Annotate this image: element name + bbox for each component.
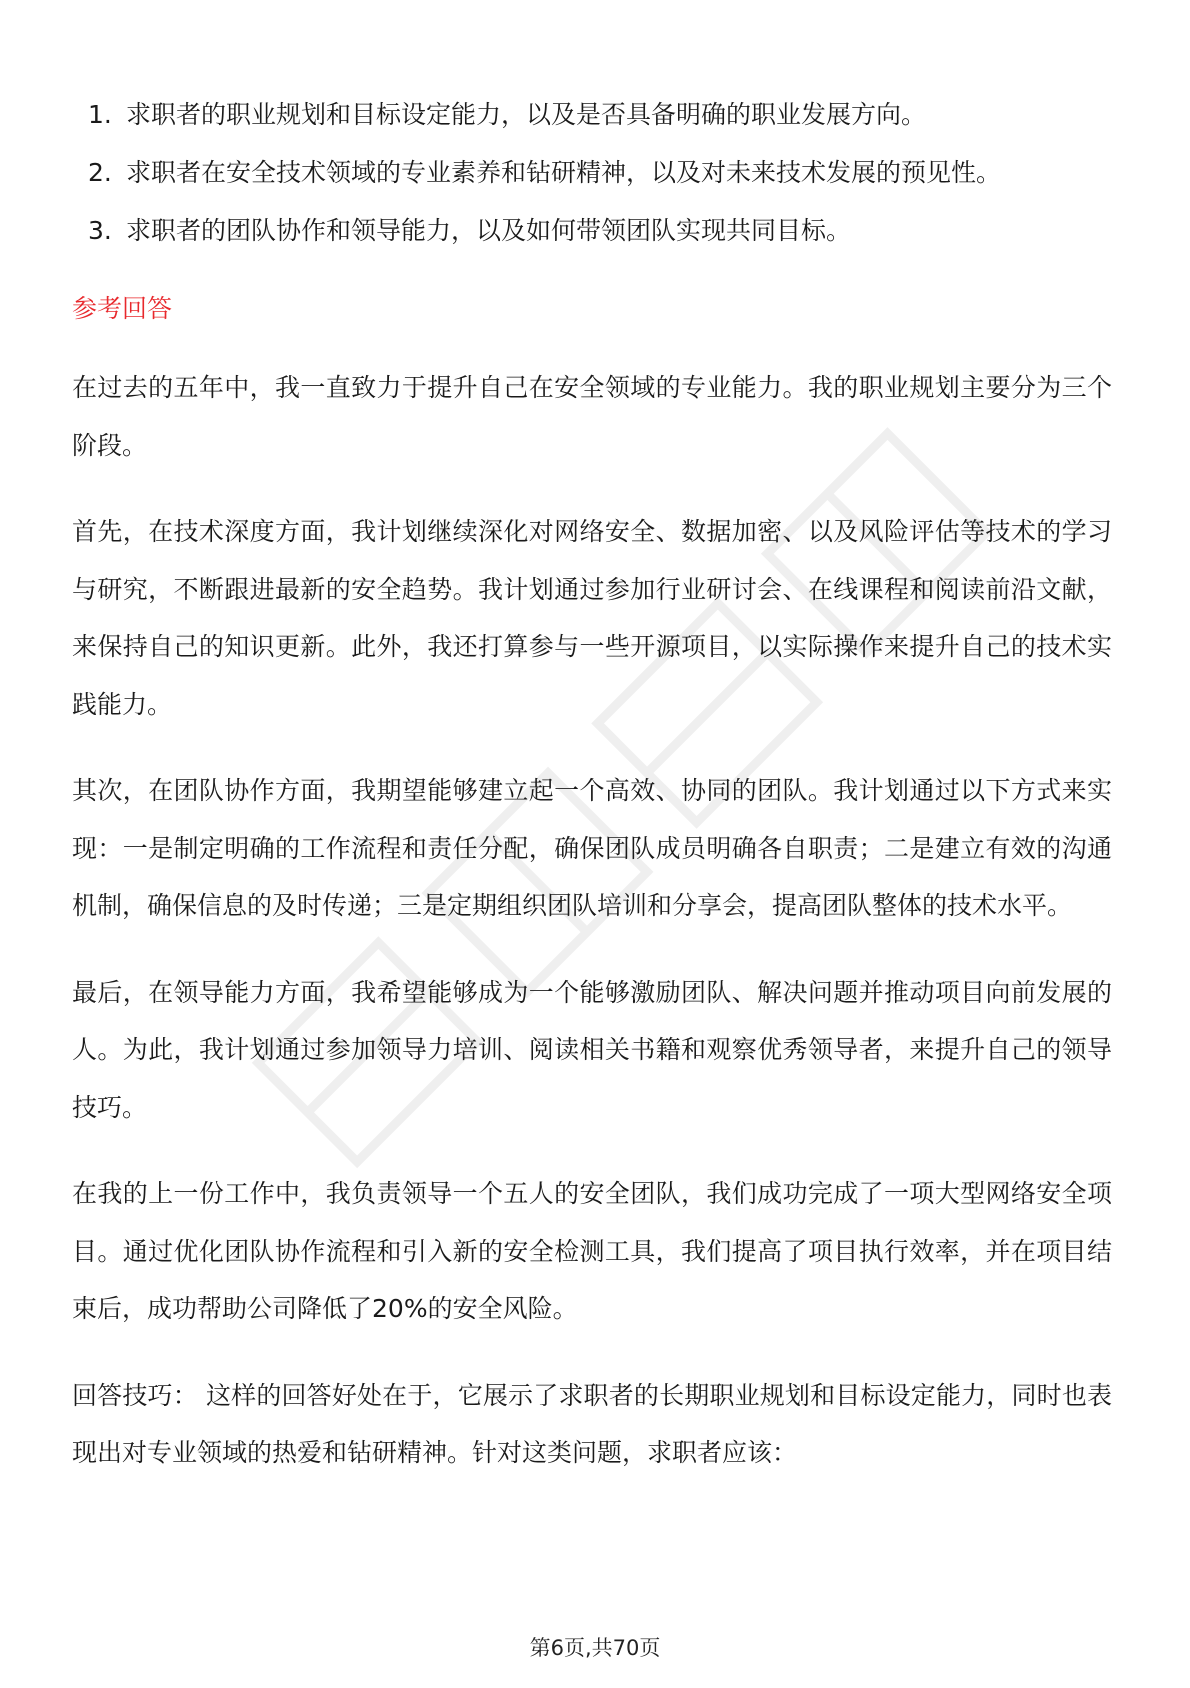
list-item-text: 求职者的团队协作和领导能力，以及如何带领团队实现共同目标。 (126, 216, 852, 245)
paragraph: 首先，在技术深度方面，我计划继续深化对网络安全、数据加密、以及风险评估等技术的学习与研究，不断跟进最新的安全趋势。我计划通过参加行业研讨会、在线课程和阅读前沿文献，来保持自己的知识更新。此外，我还打算参与一些开源项目，以实际操作来提升自己的技术实践能力。 (72, 517, 1112, 719)
section-heading: 参考回答 (72, 294, 173, 323)
paragraph: 最后，在领导能力方面，我希望能够成为一个能够激励团队、解决问题并推动项目向前发展的人。为此，我计划通过参加领导力培训、阅读相关书籍和观察优秀领导者，来提升自己的领导技巧。 (72, 977, 1112, 1122)
list-item (72, 86, 1112, 143)
paragraph: 回答技巧： 这样的回答好处在于，它展示了求职者的长期职业规划和目标设定能力，同时也表现出对专业领域的热爱和钻研精神。针对这类问题，求职者应该： (72, 1380, 1112, 1467)
list-item-text: 求职者在安全技术领域的专业素养和钻研精神，以及对未来技术发展的预见性。 (126, 158, 1002, 187)
paragraph: 其次，在团队协作方面，我期望能够建立起一个高效、协同的团队。我计划通过以下方式来实现：一是制定明确的工作流程和责任分配，确保团队成员明确各自职责；二是建立有效的沟通机制，确保信息的及时传递；三是定期组织团队培训和分享会，提高团队整体的技术水平。 (72, 776, 1112, 920)
main-content (72, 86, 1112, 1511)
list-item (72, 144, 1112, 201)
list-number: 2. (88, 158, 112, 187)
paragraph: 在我的上一份工作中，我负责领导一个五人的安全团队，我们成功完成了一项大型网络安全项目。通过优化团队协作流程和引入新的安全检测工具，我们提高了项目执行效率，并在项目结束后，成功帮助公司降低了20%的安全风险。 (72, 1179, 1112, 1323)
paragraph: 在过去的五年中，我一直致力于提升自己在安全领域的专业能力。我的职业规划主要分为三个阶段。 (72, 373, 1112, 460)
list-number: 3. (88, 216, 112, 245)
page-footer: 第6页,共70页 (529, 1636, 661, 1660)
list-item-text: 求职者的职业规划和目标设定能力，以及是否具备明确的职业发展方向。 (126, 100, 927, 129)
list-item (72, 202, 1112, 259)
numbered-list (72, 86, 1112, 259)
list-number: 1. (88, 100, 112, 129)
